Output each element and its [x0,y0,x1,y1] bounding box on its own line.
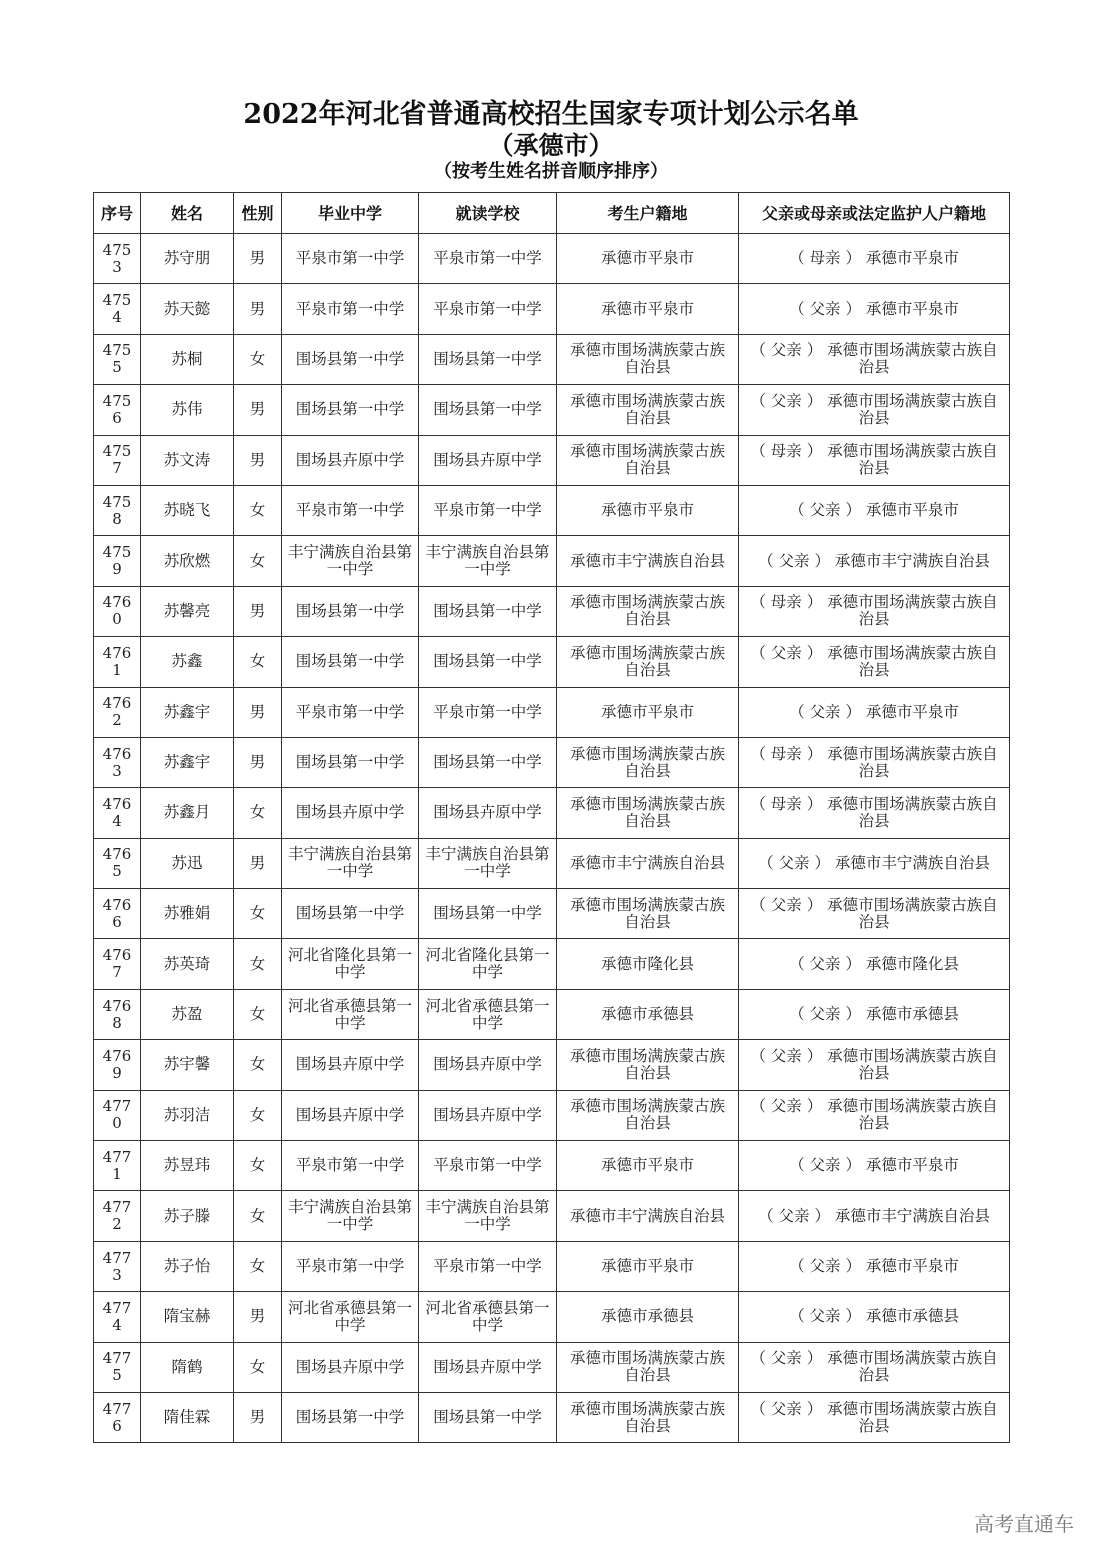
cell-name: 苏晓飞 [141,485,234,535]
cell-current-school: 围场县卉原中学 [419,1090,557,1140]
cell-hukou: 承德市平泉市 [557,284,739,334]
cell-name: 苏馨亮 [141,586,234,636]
cell-hukou: 承德市围场满族蒙古族自治县 [557,435,739,485]
parent-relation: 父亲 [809,1005,841,1024]
parent-relation: 父亲 [770,643,802,662]
parent-hukou-place: 承德市围场满族蒙古族自治县 [827,1349,998,1385]
cell-parent-hukou: （ 父亲 ） 承德市平泉市 [739,1241,1010,1291]
table-row [94,1392,1010,1442]
document-subtitle: （承德市） [488,131,614,160]
parent-hukou-place: 承德市围场满族蒙古族自治县 [827,643,998,679]
cell-name: 苏鑫宇 [141,687,234,737]
cell-parent-hukou: （ 父亲 ） 承德市围场满族蒙古族自治县 [739,385,1010,435]
cell-hukou: 承德市围场满族蒙古族自治县 [557,637,739,687]
cell-parent-hukou: （ 父亲 ） 承德市围场满族蒙古族自治县 [739,637,1010,687]
cell-graduated-school: 围场县卉原中学 [282,1342,419,1392]
sort-note: （按考生姓名拼音顺序排序） [434,161,668,182]
cell-graduated-school: 围场县第一中学 [282,737,419,787]
cell-hukou: 承德市承德县 [557,989,739,1039]
parent-relation: 父亲 [770,341,802,360]
cell-graduated-school: 河北省承德县第一中学 [282,989,419,1039]
cell-current-school: 平泉市第一中学 [419,485,557,535]
cell-current-school: 围场县第一中学 [419,889,557,939]
cell-gender: 女 [234,889,282,939]
cell-hukou: 承德市平泉市 [557,485,739,535]
parent-hukou-place: 承德市平泉市 [865,299,959,318]
table-header-row [94,193,1010,234]
table-row [94,1141,1010,1191]
cell-current-school: 围场县第一中学 [419,637,557,687]
cell-parent-hukou: （ 母亲 ） 承德市围场满族蒙古族自治县 [739,737,1010,787]
parent-relation: 父亲 [809,1307,841,1326]
cell-index: 4767 [94,939,141,989]
candidate-table [93,192,1010,1443]
cell-hukou: 承德市平泉市 [557,1241,739,1291]
cell-parent-hukou: （ 父亲 ） 承德市丰宁满族自治县 [739,1191,1010,1241]
cell-current-school: 围场县第一中学 [419,737,557,787]
table-row [94,939,1010,989]
cell-graduated-school: 围场县第一中学 [282,889,419,939]
cell-graduated-school: 河北省隆化县第一中学 [282,939,419,989]
cell-current-school: 围场县第一中学 [419,334,557,384]
cell-parent-hukou: （ 父亲 ） 承德市围场满族蒙古族自治县 [739,889,1010,939]
parent-relation: 父亲 [770,1097,802,1116]
parent-hukou-place: 承德市平泉市 [865,1257,959,1275]
cell-graduated-school: 丰宁满族自治县第一中学 [282,536,419,586]
table-row [94,485,1010,535]
cell-gender: 女 [234,485,282,535]
col-header-hukou: 考生户籍地 [557,193,739,234]
parent-relation: 母亲 [770,744,802,763]
cell-name: 苏桐 [141,334,234,384]
cell-name: 苏子滕 [141,1191,234,1241]
cell-index: 4766 [94,889,141,939]
cell-gender: 男 [234,234,282,284]
cell-name: 苏盈 [141,989,234,1039]
table-row [94,435,1010,485]
cell-gender: 女 [234,1342,282,1392]
table-row [94,334,1010,384]
cell-current-school: 平泉市第一中学 [419,1141,557,1191]
table-row [94,788,1010,838]
cell-gender: 女 [234,1141,282,1191]
cell-hukou: 承德市围场满族蒙古族自治县 [557,1342,739,1392]
cell-parent-hukou: （ 父亲 ） 承德市平泉市 [739,1141,1010,1191]
cell-hukou: 承德市丰宁满族自治县 [557,536,739,586]
parent-hukou-place: 承德市围场满族蒙古族自治县 [827,391,998,427]
table-row [94,838,1010,888]
cell-index: 4759 [94,536,141,586]
parent-relation: 父亲 [770,1046,802,1065]
cell-index: 4770 [94,1090,141,1140]
cell-current-school: 围场县卉原中学 [419,435,557,485]
cell-parent-hukou: （ 母亲 ） 承德市围场满族蒙古族自治县 [739,788,1010,838]
cell-hukou: 承德市围场满族蒙古族自治县 [557,1090,739,1140]
cell-parent-hukou: （ 父亲 ） 承德市承德县 [739,989,1010,1039]
cell-graduated-school: 平泉市第一中学 [282,485,419,535]
cell-index: 4774 [94,1292,141,1342]
cell-name: 苏鑫月 [141,788,234,838]
cell-graduated-school: 围场县第一中学 [282,385,419,435]
table-row [94,687,1010,737]
document-title: 2022年河北省普通高校招生国家专项计划公示名单 [243,99,859,130]
table-row [94,284,1010,334]
cell-parent-hukou: （ 父亲 ） 承德市丰宁满族自治县 [739,536,1010,586]
cell-graduated-school: 丰宁满族自治县第一中学 [282,1191,419,1241]
cell-graduated-school: 平泉市第一中学 [282,234,419,284]
col-header-parent-hukou: 父亲或母亲或法定监护人户籍地 [739,193,1010,234]
table-row [94,1191,1010,1241]
cell-graduated-school: 平泉市第一中学 [282,687,419,737]
cell-current-school: 围场县卉原中学 [419,788,557,838]
cell-hukou: 承德市平泉市 [557,687,739,737]
cell-current-school: 围场县第一中学 [419,586,557,636]
cell-current-school: 丰宁满族自治县第一中学 [419,536,557,586]
cell-name: 苏迅 [141,838,234,888]
parent-hukou-place: 承德市围场满族蒙古族自治县 [827,1399,998,1435]
cell-gender: 女 [234,637,282,687]
cell-parent-hukou: （ 母亲 ） 承德市围场满族蒙古族自治县 [739,435,1010,485]
cell-name: 苏鑫 [141,637,234,687]
cell-gender: 女 [234,939,282,989]
cell-parent-hukou: （ 父亲 ） 承德市承德县 [739,1292,1010,1342]
cell-parent-hukou: （ 父亲 ） 承德市平泉市 [739,284,1010,334]
parent-hukou-place: 承德市承德县 [865,1307,959,1326]
parent-hukou-place: 承德市平泉市 [865,702,959,721]
cell-current-school: 围场县第一中学 [419,1392,557,1442]
col-header-current-school: 就读学校 [419,193,557,234]
cell-graduated-school: 围场县卉原中学 [282,1040,419,1090]
parent-hukou-place: 承德市围场满族蒙古族自治县 [827,1046,998,1082]
cell-parent-hukou: （ 父亲 ） 承德市平泉市 [739,687,1010,737]
cell-gender: 男 [234,435,282,485]
parent-relation: 父亲 [770,391,802,410]
cell-hukou: 承德市围场满族蒙古族自治县 [557,1040,739,1090]
cell-index: 4762 [94,687,141,737]
cell-gender: 男 [234,385,282,435]
parent-hukou-place: 承德市承德县 [865,1005,959,1024]
parent-hukou-place: 承德市丰宁满族自治县 [834,1206,990,1225]
cell-current-school: 围场县卉原中学 [419,1342,557,1392]
cell-name: 苏子怡 [141,1241,234,1291]
cell-hukou: 承德市隆化县 [557,939,739,989]
cell-index: 4756 [94,385,141,435]
cell-hukou: 承德市围场满族蒙古族自治县 [557,385,739,435]
cell-index: 4771 [94,1141,141,1191]
parent-hukou-place: 承德市平泉市 [865,1156,959,1175]
parent-relation: 父亲 [809,1257,841,1275]
table-row [94,1292,1010,1342]
cell-index: 4765 [94,838,141,888]
cell-index: 4754 [94,284,141,334]
col-header-name: 姓名 [141,193,234,234]
cell-hukou: 承德市围场满族蒙古族自治县 [557,334,739,384]
parent-hukou-place: 承德市围场满族蒙古族自治县 [827,794,998,830]
cell-name: 隋鹤 [141,1342,234,1392]
cell-hukou: 承德市平泉市 [557,1141,739,1191]
parent-relation: 父亲 [809,501,841,520]
cell-graduated-school: 围场县卉原中学 [282,1090,419,1140]
cell-name: 苏羽洁 [141,1090,234,1140]
table-row [94,1241,1010,1291]
cell-name: 隋佳霖 [141,1392,234,1442]
cell-hukou: 承德市围场满族蒙古族自治县 [557,788,739,838]
cell-graduated-school: 平泉市第一中学 [282,1241,419,1291]
cell-graduated-school: 围场县第一中学 [282,1392,419,1442]
cell-index: 4753 [94,234,141,284]
parent-hukou-place: 承德市围场满族蒙古族自治县 [827,895,998,931]
cell-name: 苏文涛 [141,435,234,485]
cell-index: 4776 [94,1392,141,1442]
cell-index: 4761 [94,637,141,687]
table-row [94,989,1010,1039]
table-row [94,889,1010,939]
cell-hukou: 承德市围场满族蒙古族自治县 [557,586,739,636]
cell-parent-hukou: （ 父亲 ） 承德市围场满族蒙古族自治县 [739,1392,1010,1442]
cell-hukou: 承德市丰宁满族自治县 [557,838,739,888]
cell-current-school: 平泉市第一中学 [419,284,557,334]
parent-relation: 母亲 [770,794,802,813]
cell-index: 4772 [94,1191,141,1241]
cell-graduated-school: 丰宁满族自治县第一中学 [282,838,419,888]
table-row [94,586,1010,636]
cell-gender: 男 [234,1292,282,1342]
parent-relation: 父亲 [778,853,810,872]
cell-gender: 女 [234,1241,282,1291]
cell-index: 4755 [94,334,141,384]
cell-parent-hukou: （ 母亲 ） 承德市平泉市 [739,234,1010,284]
cell-gender: 女 [234,1191,282,1241]
cell-hukou: 承德市围场满族蒙古族自治县 [557,737,739,787]
parent-hukou-place: 承德市隆化县 [865,954,959,973]
cell-index: 4773 [94,1241,141,1291]
cell-index: 4764 [94,788,141,838]
cell-index: 4768 [94,989,141,1039]
table-row [94,637,1010,687]
parent-relation: 父亲 [809,299,841,318]
parent-relation: 父亲 [809,954,841,973]
cell-name: 苏鑫宇 [141,737,234,787]
cell-name: 苏英琦 [141,939,234,989]
parent-relation: 父亲 [809,1156,841,1175]
col-header-graduated-school: 毕业中学 [282,193,419,234]
parent-hukou-place: 承德市围场满族蒙古族自治县 [827,442,998,478]
cell-parent-hukou: （ 父亲 ） 承德市平泉市 [739,485,1010,535]
parent-relation: 父亲 [770,1349,802,1368]
parent-relation: 母亲 [770,593,802,612]
parent-relation: 父亲 [770,1399,802,1418]
cell-gender: 女 [234,1090,282,1140]
cell-gender: 女 [234,536,282,586]
cell-name: 苏天懿 [141,284,234,334]
cell-current-school: 河北省承德县第一中学 [419,1292,557,1342]
cell-gender: 男 [234,737,282,787]
table-row [94,1090,1010,1140]
cell-parent-hukou: （ 父亲 ） 承德市围场满族蒙古族自治县 [739,1090,1010,1140]
parent-relation: 母亲 [770,442,802,461]
cell-hukou: 承德市承德县 [557,1292,739,1342]
parent-relation: 父亲 [770,895,802,914]
cell-current-school: 河北省隆化县第一中学 [419,939,557,989]
parent-relation: 父亲 [778,551,810,570]
cell-parent-hukou: （ 父亲 ） 承德市丰宁满族自治县 [739,838,1010,888]
parent-relation: 父亲 [809,702,841,721]
cell-hukou: 承德市围场满族蒙古族自治县 [557,1392,739,1442]
col-header-index: 序号 [94,193,141,234]
cell-current-school: 丰宁满族自治县第一中学 [419,838,557,888]
cell-current-school: 平泉市第一中学 [419,1241,557,1291]
cell-index: 4760 [94,586,141,636]
cell-hukou: 承德市丰宁满族自治县 [557,1191,739,1241]
cell-index: 4757 [94,435,141,485]
cell-graduated-school: 围场县第一中学 [282,637,419,687]
cell-name: 苏欣燃 [141,536,234,586]
cell-current-school: 丰宁满族自治县第一中学 [419,1191,557,1241]
parent-hukou-place: 承德市平泉市 [865,249,959,268]
cell-hukou: 承德市平泉市 [557,234,739,284]
table-row [94,385,1010,435]
table-row [94,234,1010,284]
cell-gender: 女 [234,788,282,838]
parent-hukou-place: 承德市平泉市 [865,501,959,520]
cell-parent-hukou: （ 父亲 ） 承德市围场满族蒙古族自治县 [739,1040,1010,1090]
cell-gender: 女 [234,1040,282,1090]
parent-hukou-place: 承德市丰宁满族自治县 [834,551,990,570]
cell-index: 4758 [94,485,141,535]
parent-hukou-place: 承德市丰宁满族自治县 [834,853,990,872]
cell-gender: 女 [234,334,282,384]
watermark: 高考直通车 [974,1512,1074,1536]
parent-hukou-place: 承德市围场满族蒙古族自治县 [827,341,998,377]
cell-name: 苏守朋 [141,234,234,284]
cell-graduated-school: 围场县第一中学 [282,334,419,384]
cell-graduated-school: 围场县卉原中学 [282,435,419,485]
parent-relation: 父亲 [778,1206,810,1225]
cell-gender: 女 [234,989,282,1039]
cell-parent-hukou: （ 父亲 ） 承德市围场满族蒙古族自治县 [739,334,1010,384]
cell-gender: 男 [234,838,282,888]
cell-index: 4763 [94,737,141,787]
cell-name: 苏雅娟 [141,889,234,939]
cell-current-school: 平泉市第一中学 [419,234,557,284]
cell-graduated-school: 平泉市第一中学 [282,284,419,334]
cell-gender: 男 [234,284,282,334]
cell-hukou: 承德市围场满族蒙古族自治县 [557,889,739,939]
cell-name: 苏昱玮 [141,1141,234,1191]
cell-name: 苏宇馨 [141,1040,234,1090]
cell-parent-hukou: （ 父亲 ） 承德市隆化县 [739,939,1010,989]
parent-hukou-place: 承德市围场满族蒙古族自治县 [827,744,998,780]
cell-gender: 男 [234,586,282,636]
cell-gender: 男 [234,687,282,737]
cell-current-school: 围场县卉原中学 [419,1040,557,1090]
parent-hukou-place: 承德市围场满族蒙古族自治县 [827,1097,998,1133]
cell-graduated-school: 河北省承德县第一中学 [282,1292,419,1342]
cell-parent-hukou: （ 母亲 ） 承德市围场满族蒙古族自治县 [739,586,1010,636]
cell-parent-hukou: （ 父亲 ） 承德市围场满族蒙古族自治县 [739,1342,1010,1392]
cell-index: 4769 [94,1040,141,1090]
table-row [94,536,1010,586]
table-row [94,1342,1010,1392]
cell-graduated-school: 围场县卉原中学 [282,788,419,838]
table-row [94,1040,1010,1090]
cell-name: 隋宝赫 [141,1292,234,1342]
cell-current-school: 河北省承德县第一中学 [419,989,557,1039]
cell-gender: 男 [234,1392,282,1442]
cell-current-school: 平泉市第一中学 [419,687,557,737]
parent-relation: 母亲 [809,249,841,268]
table-row [94,737,1010,787]
cell-current-school: 围场县第一中学 [419,385,557,435]
cell-name: 苏伟 [141,385,234,435]
col-header-gender: 性别 [234,193,282,234]
cell-index: 4775 [94,1342,141,1392]
cell-graduated-school: 平泉市第一中学 [282,1141,419,1191]
cell-graduated-school: 围场县第一中学 [282,586,419,636]
parent-hukou-place: 承德市围场满族蒙古族自治县 [827,593,998,629]
